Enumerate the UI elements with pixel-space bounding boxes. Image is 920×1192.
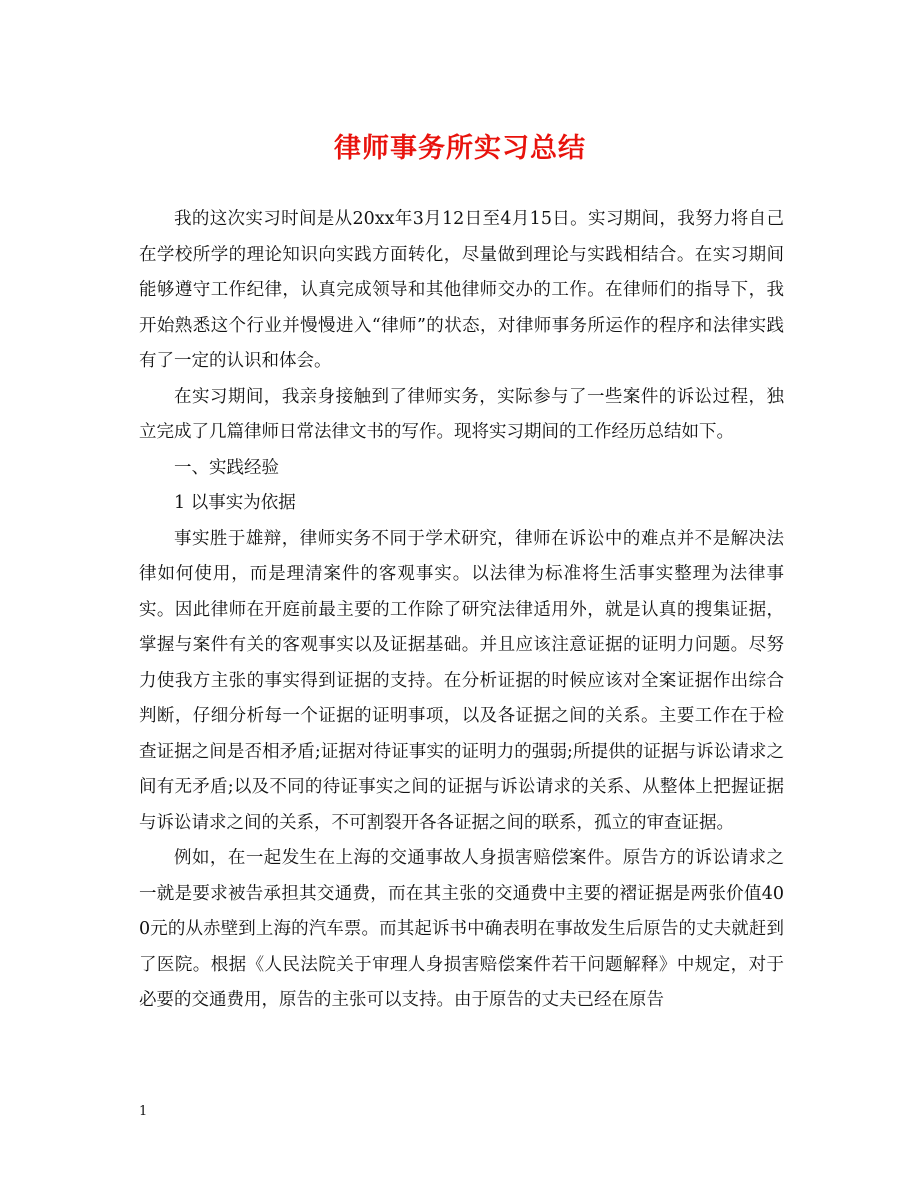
paragraph-evidence: 事实胜于雄辩，律师实务不同于学术研究，律师在诉讼中的难点并不是解决法律如何使用，而是理清案件的客观事实。以法律为标准将生活事实整理为法律事实。因此律师在开庭前最主要的工作除了研究法律适用外，就是认真的搜集证据，掌握与案件有关的客观事实以及证据基础。并且应该注意证据的证明力问题。尽努力使我方主张的事实得到证据的支持。在分析证据的时候应该对全案证据作出综合判断，仔细分析每一个证据的证明事项，以及各证据之间的关系。主要工作在于检查证据之间是否相矛盾;证据对待证事实的证明力的强弱;所提供的证据与诉讼请求之间有无矛盾;以及不同的待证事实之间的证据与诉讼请求的关系、从整体上把握证据与诉讼请求之间的关系，不可割裂开各各证据之间的联系，孤立的审查证据。 [139, 528, 784, 833]
document-body [139, 202, 784, 1019]
subsection-heading: 1 以事实为依据 [174, 493, 296, 513]
section-heading: 一、实践经验 [174, 457, 279, 478]
document-title: 律师事务所实习总结 [334, 133, 586, 164]
paragraph-overview: 在实习期间，我亲身接触到了律师实务，实际参与了一些案件的诉讼过程，独立完成了几篇律师日常法律文书的写作。现将实习期间的工作经历总结如下。 [139, 386, 784, 442]
page-number: 1 [139, 1104, 148, 1119]
paragraph-example: 例如，在一起发生在上海的交通事故人身损害赔偿案件。原告方的诉讼请求之一就是要求被告承担其交通费，而在其主张的交通费中主要的褶证据是两张价值400元的从赤壁到上海的汽车票。而其起诉书中确表明在事故发生后原告的丈夫就赶到了医院。根据《人民法院关于审理人身损害赔偿案件若干问题解释》中规定，对于必要的交通费用，原告的主张可以支持。由于原告的丈夫已经在原告 [139, 848, 784, 1010]
paragraph-intro: 我的这次实习时间是从20xx年3月12日至4月15日。实习期间，我努力将自己在学校所学的理论知识向实践方面转化，尽量做到理论与实践相结合。在实习期间能够遵守工作纪律，认真完成领导和其他律师交办的工作。在律师们的指导下，我开始熟悉这个行业并慢慢进入“律师”的状态，对律师事务所运作的程序和法律实践有了一定的认识和体会。 [139, 209, 784, 371]
